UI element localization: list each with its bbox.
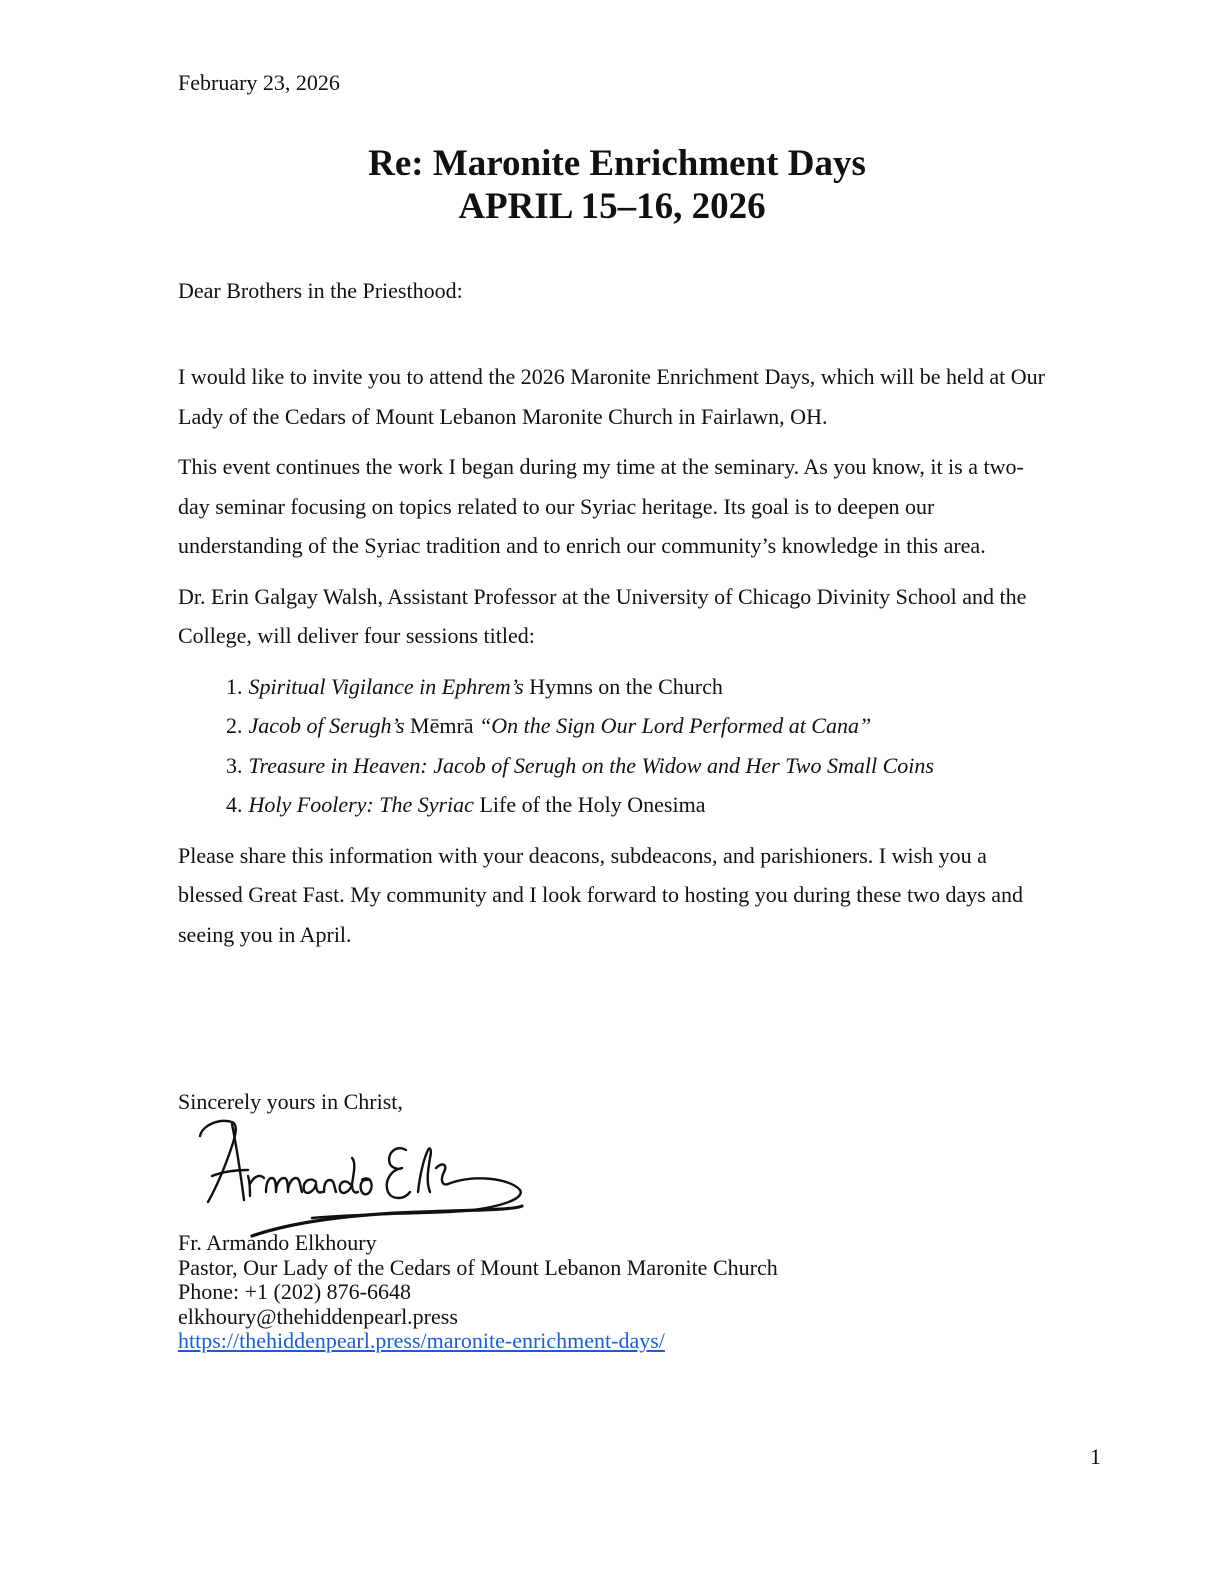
salutation: Dear Brothers in the Priesthood: xyxy=(178,278,463,303)
event-website-link[interactable]: https://thehiddenpearl.press/maronite-enrichment-days/ xyxy=(178,1328,665,1353)
session-list xyxy=(178,667,1048,825)
session-title-italic: Treasure in Heaven: Jacob of Serugh on the Widow and Her Two Small Coins xyxy=(248,752,934,778)
signature-block xyxy=(178,1231,778,1354)
paragraph-closing-wishes: Please share this information with your deacons, subdeacons, and parishioners. I wish you a blessed Great Fast. My community and I look forward to hosting you during these two days and seeing you in April. xyxy=(178,842,1024,947)
session-title-roman: Hymns on the Church xyxy=(523,673,723,699)
closing-line: Sincerely yours in Christ, xyxy=(178,1089,403,1114)
session-item xyxy=(178,785,1048,825)
signer-title: Pastor, Our Lady of the Cedars of Mount Lebanon Maronite Church xyxy=(178,1254,778,1280)
letter-title xyxy=(0,142,1224,228)
session-number: 2. xyxy=(226,713,243,738)
session-number: 3. xyxy=(226,752,243,778)
session-title-italic: Holy Foolery: The Syriac xyxy=(248,792,474,817)
session-title-italic: Jacob of Serugh’s xyxy=(248,713,405,738)
session-number: 1. xyxy=(226,673,243,699)
session-item xyxy=(178,746,1048,786)
signer-phone: Phone: +1 (202) 876-6648 xyxy=(178,1279,411,1304)
session-title-roman: Mēmrā xyxy=(404,713,480,738)
signer-name: Fr. Armando Elkhoury xyxy=(178,1230,377,1255)
signer-email: elkhoury@thehiddenpearl.press xyxy=(178,1303,458,1329)
title-line-dates: APRIL 15–16, 2026 xyxy=(458,186,766,227)
title-line-subject: Re: Maronite Enrichment Days xyxy=(368,143,866,184)
paragraph-invitation: I would like to invite you to attend the 2026 Maronite Enrichment Days, which will be held at Our Lady of the Cedars of Mount Lebanon Maronite Church in Fairlawn, OH. xyxy=(178,364,1045,429)
handwritten-signature xyxy=(192,1114,532,1244)
session-title-italic-quote: “On the Sign Our Lord Performed at Cana” xyxy=(479,713,872,738)
session-item xyxy=(178,667,1048,707)
paragraph-speaker: Dr. Erin Galgay Walsh, Assistant Professor at the University of Chicago Divinity School and the College, will deliver four sessions titled: xyxy=(178,583,1027,648)
session-title-roman: Life of the Holy Onesima xyxy=(473,792,706,817)
session-item xyxy=(178,706,1048,746)
letter-date: February 23, 2026 xyxy=(178,70,340,95)
letter-body xyxy=(178,357,1048,965)
session-title-italic: Spiritual Vigilance in Ephrem’s xyxy=(248,673,524,699)
page-number: 1 xyxy=(1090,1444,1101,1469)
paragraph-event-description: This event continues the work I began during my time at the seminary. As you know, it is a two-day seminar focusing on topics related to our Syriac heritage. Its goal is to deepen our understanding of the Syriac tradition and to enrich our community’s knowledge in this area. xyxy=(178,454,1024,558)
session-number: 4. xyxy=(226,792,243,817)
